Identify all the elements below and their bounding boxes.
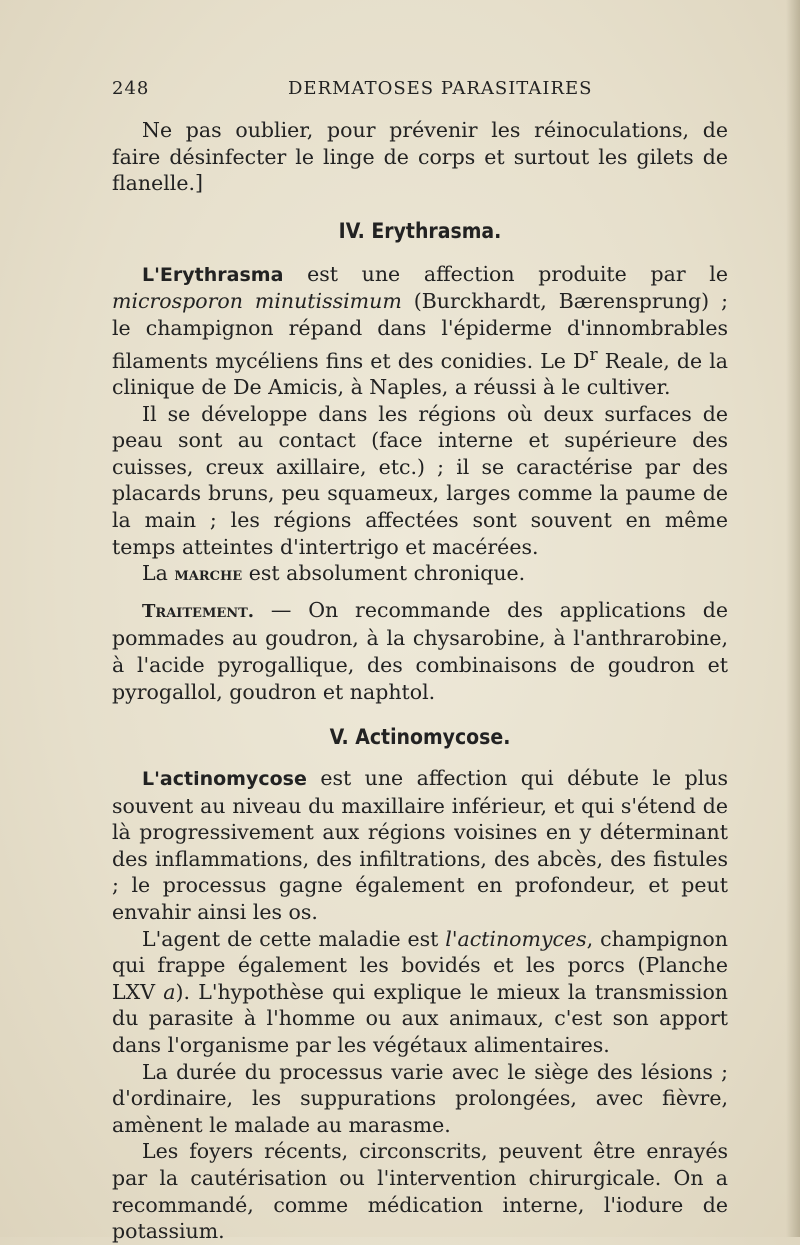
section-title-actinomycose: V. Actinomycose. — [329, 725, 511, 750]
paragraph-actinomycose-duration: La durée du processus varie avec le siège des lésions ; d'ordinaire, les suppurations prolongées, avec fièvre, amènent le malade au marasme. — [112, 1059, 728, 1137]
page-header — [112, 78, 728, 104]
paragraph-traitement — [112, 597, 728, 705]
term-erythrasma: L'Erythrasma — [142, 263, 284, 286]
italic-a: a — [163, 979, 176, 1004]
text-span: est une affection produite par le — [283, 261, 728, 286]
bold-marche: marche — [174, 564, 243, 586]
text-span: La — [142, 561, 175, 586]
paragraph-intro: Ne pas oublier, pour prévenir les réinoculations, de faire désinfecter le linge de corps et surtout les gilets de flanelle.] — [112, 118, 728, 196]
label-traitement: Traitement. — [142, 600, 255, 622]
paragraph-erythrasma-definition — [112, 261, 728, 401]
text-span: , champignon qui frappe également les bovidés et les porcs (Planche LXV — [112, 926, 728, 1004]
text-span: Reale, de la clinique de De Amicis, à Naples, a réussi à le cultiver. — [112, 348, 728, 399]
paragraph-actinomycose-treatment: Les foyers récents, circonscrits, peuvent être enrayés par la cautérisation ou l'intervention chirurgicale. On a recommandé, comme médication interne, l'iodure de potassium. — [112, 1139, 728, 1244]
paragraph-actinomycose-definition — [112, 765, 728, 926]
text-span: L'agent de cette maladie est — [142, 926, 446, 951]
page-number: 248 — [112, 78, 150, 99]
italic-microsporon: microsporon minutissimum — [112, 289, 402, 314]
text-span: est une affection qui débute le plus souvent au niveau du maxillaire inférieur, et qui s'étend de là progressivement aux régions voisines en y déterminant des inflammations, des infiltrations, des abcès, des fistules ; le processus gagne également en profondeur, et peut envahir ainsi les os. — [112, 766, 728, 925]
term-actinomycose: L'actinomycose — [142, 768, 307, 791]
paragraph-erythrasma-course — [112, 560, 728, 589]
running-head: DERMATOSES PARASITAIRES — [288, 78, 593, 99]
body-text — [112, 117, 728, 1245]
page-edge-shadow — [786, 0, 800, 1237]
italic-actinomyces: l'actinomyces — [445, 926, 587, 951]
text-span: est absolument chronique. — [242, 561, 526, 586]
text-span: — On recommande des applications de pommades au goudron, à la chysarobine, à l'anthrarobine, à l'acide pyrogallique, des combinaisons de goudron et pyrogallol, goudron et naphtol. — [112, 597, 728, 704]
text-span: ). L'hypothèse qui explique le mieux la transmission du parasite à l'homme ou aux animaux, c'est son apport dans l'organisme par les végétaux alimentaires. — [112, 979, 728, 1058]
paragraph-erythrasma-location: Il se développe dans les régions où deux surfaces de peau sont au contact (face interne et supérieure des cuisses, creux axillaire, etc.) ; il se caractérise par des placards bruns, peu squameux, larges comme la paume de la main ; les régions affectées sont souvent en même temps atteintes d'intertrigo et macérées. — [112, 401, 728, 559]
superscript-r: r — [589, 344, 598, 365]
section-title-erythrasma: IV. Erythrasma. — [338, 218, 502, 243]
spacer — [112, 589, 728, 597]
text-span: (Burckhardt, Bærensprung) ; le champignon répand dans l'épiderme d'innombrables filaments mycéliens fins et des conidies. Le D — [112, 289, 728, 373]
paragraph-actinomycose-agent — [112, 926, 728, 1059]
